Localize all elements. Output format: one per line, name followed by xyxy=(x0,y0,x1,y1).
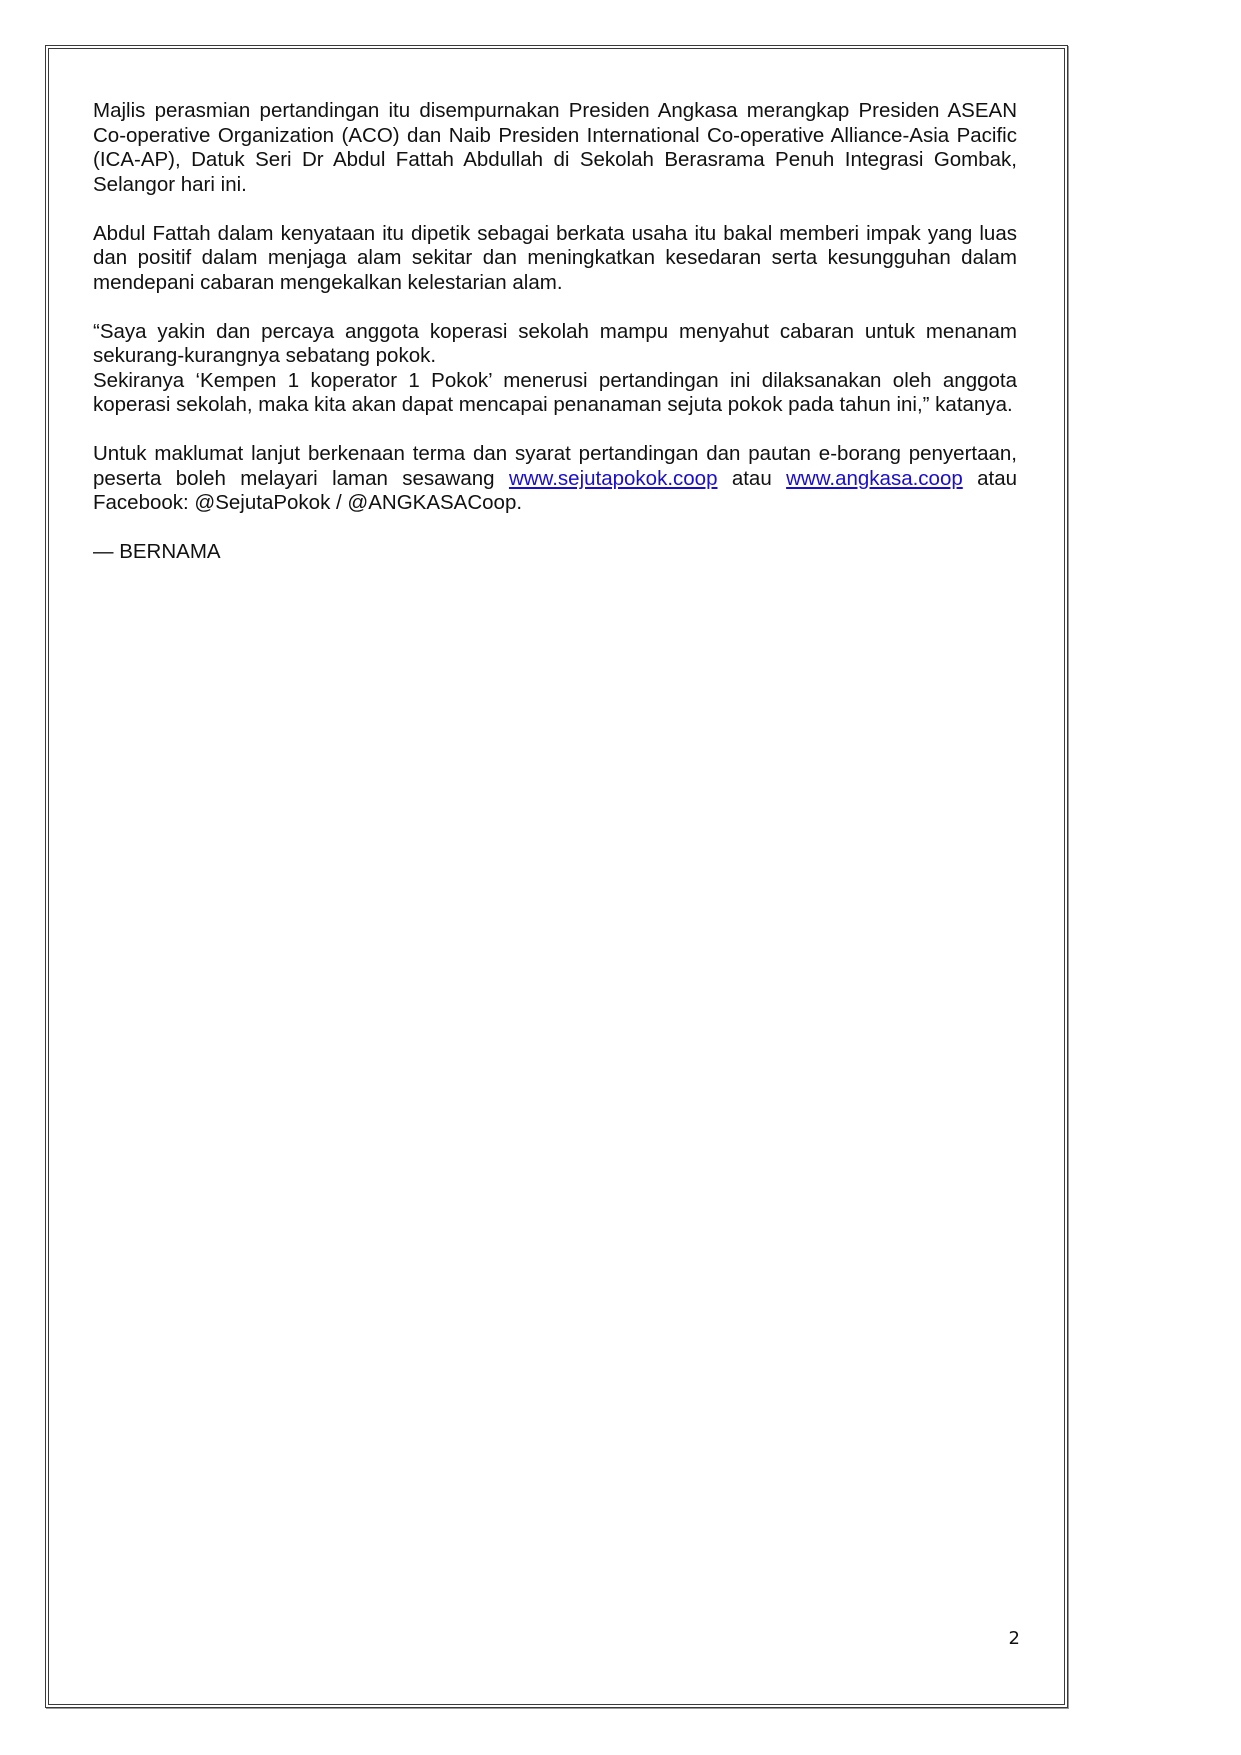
info-text-after: atau Facebook: @SejutaPokok / @ANGKASACoop. xyxy=(93,466,1018,514)
quote-line-2: Sekiranya ‘Kempen 1 koperator 1 Pokok’ menerusi pertandingan ini dilaksanakan oleh anggota koperasi sekolah, maka kita akan dapat mencapai penanaman sejuta pokok pada tahun ini,” katanya. xyxy=(93,368,1017,416)
document-body xyxy=(93,99,1017,589)
paragraph-statement: Abdul Fattah dalam kenyataan itu dipetik sebagai berkata usaha itu bakal memberi impak yang luas dan positif dalam menjaga alam sekitar dan meningkatkan kesedaran serta kesungguhan dalam mendepani cabaran mengekalkan kelestarian alam. xyxy=(93,221,1017,294)
info-text-middle: atau xyxy=(717,466,787,490)
link-sejutapokok[interactable]: www.sejutapokok.coop xyxy=(508,466,718,490)
info-text-before: Untuk maklumat lanjut berkenaan terma dan syarat pertandingan dan pautan e-borang penyertaan, peserta boleh melayari laman sesawang xyxy=(93,442,1017,490)
quote-line-1: “Saya yakin dan percaya anggota koperasi sekolah mampu menyahut cabaran untuk menanam sekurang-kurangnya sebatang pokok. xyxy=(93,319,1017,367)
paragraph-ceremony: Majlis perasmian pertandingan itu disempurnakan Presiden Angkasa merangkap Presiden ASEAN Co-operative Organization (ACO) dan Naib Presiden International Co-operative Alliance-Asia Pacific (ICA-AP), Datuk Seri Dr Abdul Fattah Abdullah di Sekolah Berasrama Penuh Integrasi Gombak, Selangor hari ini. xyxy=(93,99,1017,196)
paragraph-quote xyxy=(93,320,1017,418)
paragraph-info xyxy=(93,442,1017,516)
link-angkasa[interactable]: www.angkasa.coop xyxy=(786,466,963,490)
page-number: 2 xyxy=(1008,1628,1020,1649)
byline: — BERNAMA xyxy=(93,540,221,563)
